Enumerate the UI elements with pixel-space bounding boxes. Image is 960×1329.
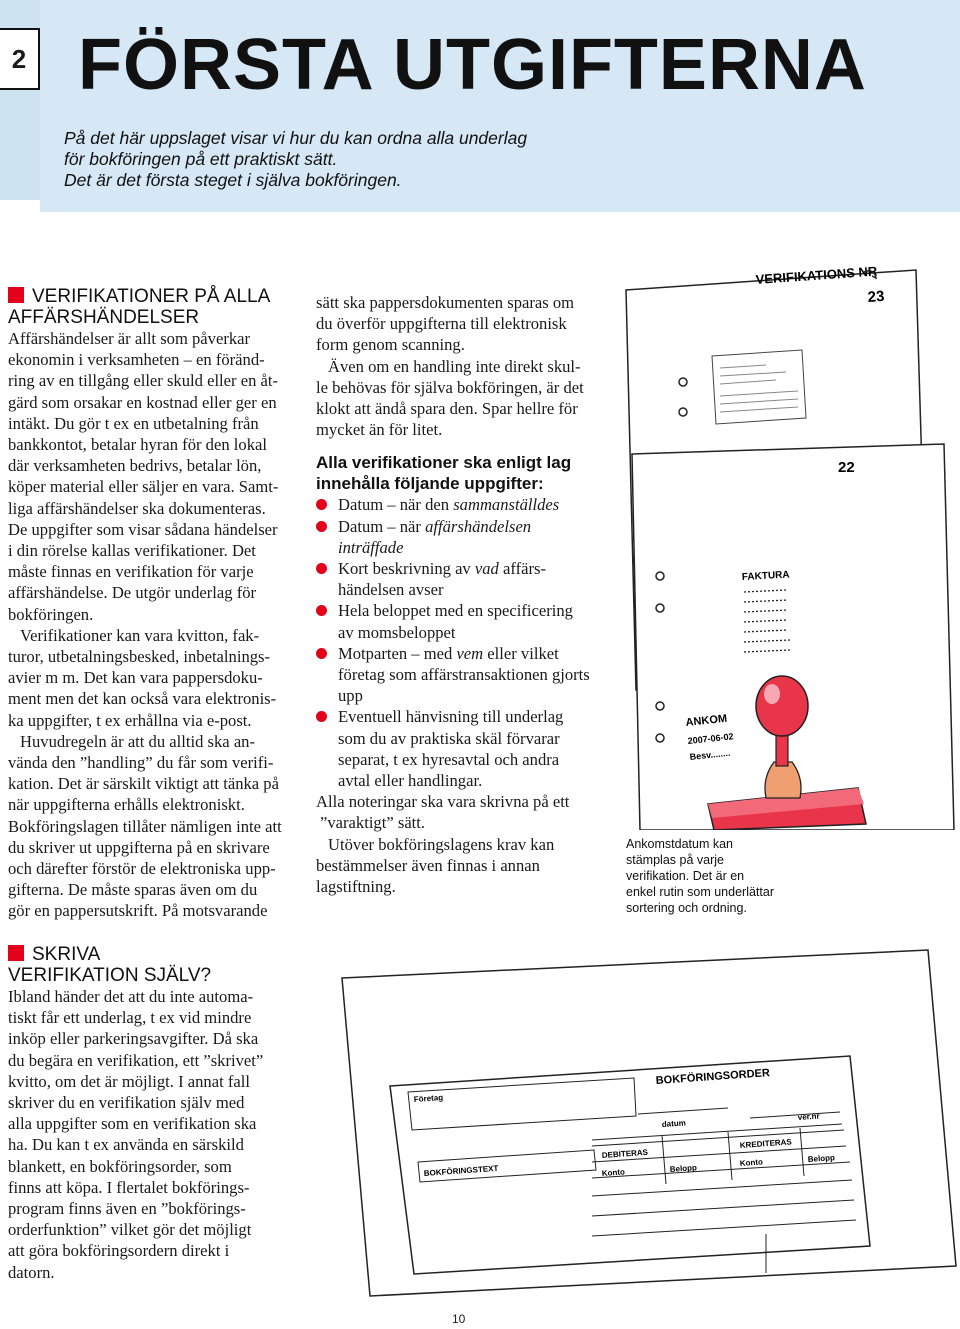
svg-text:KREDITERAS: KREDITERAS — [739, 1137, 793, 1150]
svg-text:Besv........: Besv........ — [689, 747, 731, 762]
red-square-icon — [8, 945, 24, 961]
svg-text:2007-06-02: 2007-06-02 — [687, 731, 735, 746]
svg-text:ver.nr: ver.nr — [797, 1111, 820, 1122]
page-number: 10 — [452, 1312, 466, 1326]
svg-text:DEBITERAS: DEBITERAS — [601, 1147, 649, 1160]
verification-illustration — [616, 258, 960, 830]
illustration-caption: Ankomstdatum kan stämplas på varje verifikation. Det är en enkel rutin som underlättar sortering och ordning. — [626, 837, 774, 915]
section-heading: VERIFIKATIONER PÅ ALLA AFFÄRSHÄNDELSER — [8, 286, 271, 328]
red-square-icon — [8, 287, 24, 303]
list-item: Datum – när den sammanställdes — [316, 494, 616, 515]
list-item: Eventuell hänvisning till underlag som du av praktiska skäl förvarar separat, t ex hyresavtal och andra avtal eller handlingar. — [316, 706, 616, 791]
list-item: Motparten – med vem eller vilket företag som affärstransaktionen gjorts upp — [316, 643, 616, 707]
svg-text:22: 22 — [838, 459, 855, 476]
page-title: FÖRSTA UTGIFTERNA — [78, 25, 867, 105]
svg-text:BOKFÖRINGSTEXT: BOKFÖRINGSTEXT — [423, 1163, 499, 1178]
svg-text:FAKTURA: FAKTURA — [741, 569, 790, 583]
intro-text: På det här uppslaget visar vi hur du kan ordna alla underlag för bokföringen på ett praktiskt sätt. Det är det första steget i själva bokföringen. — [64, 128, 528, 190]
section-skriva-verifikation — [8, 944, 308, 1283]
svg-text:23: 23 — [867, 287, 885, 306]
section-body: Affärshändelser är allt som påverkar ekonomin i verksamheten – en föränd- ring av en tillgång eller skuld eller en åt- gärd som orsakar en kostnad eller ger en intäkt. Du gör t ex en utbetalning från bankkontot, betalar hyran för den lokal där verksamheten bedrivs, betalar lön, köper material eller säljer en vara. Samt- liga affärshändelser ska dokumenteras. De uppgifter som visar sådana händelser i din rörelse kallas verifikationer. Det måste finnas en verifikation för varje affärshändelse. De utgör underlag för bokföringen. Verifikationer kan vara kvitton, fak- turor, utbetalningsbesked, inbetalnings- avier m m. Det kan vara pappersdoku- ment men det kan också vara elektronis- ka uppgifter, t ex erhållna via e-post. Huvudregeln är att du alltid ska an- vända den ”handling” du får som verifi- kation. Det är särskilt viktigt att tänka på när uppgifterna erhålls elektroniskt. Bokföringslagen tillåter nämligen inte att du skriver ut uppgifterna på en skrivare och därefter förstör de elektroniska upp- gifterna. De måste sparas även om du gör en pappersutskrift. På motsvarande — [8, 329, 282, 921]
section-verifikationer — [8, 286, 308, 922]
list-item: Datum – när affärshändelsen inträffade — [316, 516, 616, 558]
svg-text:ANKOM: ANKOM — [685, 712, 728, 729]
svg-text:Konto: Konto — [739, 1157, 764, 1168]
svg-text:BOKFÖRINGSORDER: BOKFÖRINGSORDER — [655, 1067, 771, 1087]
svg-text:Belopp: Belopp — [807, 1153, 836, 1164]
list-item: Hela beloppet med en specificering av momsbeloppet — [316, 600, 616, 642]
svg-text:Konto: Konto — [601, 1167, 626, 1178]
bookkeeping-order-illustration — [330, 944, 960, 1304]
section-body: Ibland händer det att du inte automa- tiskt får ett underlag, t ex vid mindre inköp eller parkeringsavgifter. Då ska du begära en verifikation, ett ”skrivet” kvitto, om det är möjligt. I annat fall skriver du en verifikation själv med alla uppgifter som en verifikation ska ha. Du kan t ex använda en särskild blankett, en bokföringsorder, som finns att köpa. I flertalet bokförings- program finns även en ”bokförings- orderfunktion” vilket gör det möjligt att göra bokföringsordern direkt i datorn. — [8, 987, 264, 1282]
svg-text:VERIFIKATIONS NR: VERIFIKATIONS NR — [755, 263, 878, 287]
section-heading: SKRIVA VERIFIKATION SJÄLV? — [8, 944, 212, 986]
list-item: Kort beskrivning av vad affärs- händelsen avser — [316, 558, 616, 600]
column-2: sätt ska pappersdokumenten sparas om du överför uppgifterna till elektronisk form genom scanning. Även om en handling inte direkt skul- le behövas för själva bokföringen, är det klokt att ändå spara den. Spar hellre för mycket än för litet. Alla verifikationer ska enligt lag innehålla följande uppgifter: Datum – när den sammanställdes Datum – när affärshändelsen inträffade Kort beskrivning av vad affärs- händelsen avser Hela beloppet med en specificering av momsbeloppet Motparten – med vem eller vilket företag som affärstransaktionen gjorts upp Eventuell hänvisning till underlag som du av praktiska skäl förvarar separat, t ex hyresavtal och andra avtal eller handlingar. Alla noteringar ska vara skrivna på ett ”varaktigt” sätt. Utöver bokföringslagens krav kan bestämmelser även finnas i annan lagstiftning. — [316, 292, 616, 897]
chapter-number: 2 — [0, 28, 40, 90]
svg-text:Belopp: Belopp — [669, 1163, 698, 1174]
svg-text:Företag: Företag — [413, 1092, 444, 1104]
requirements-list — [316, 494, 616, 791]
svg-text:datum: datum — [661, 1118, 687, 1129]
list-heading: Alla verifikationer ska enligt lag innehålla följande uppgifter: — [316, 453, 572, 494]
